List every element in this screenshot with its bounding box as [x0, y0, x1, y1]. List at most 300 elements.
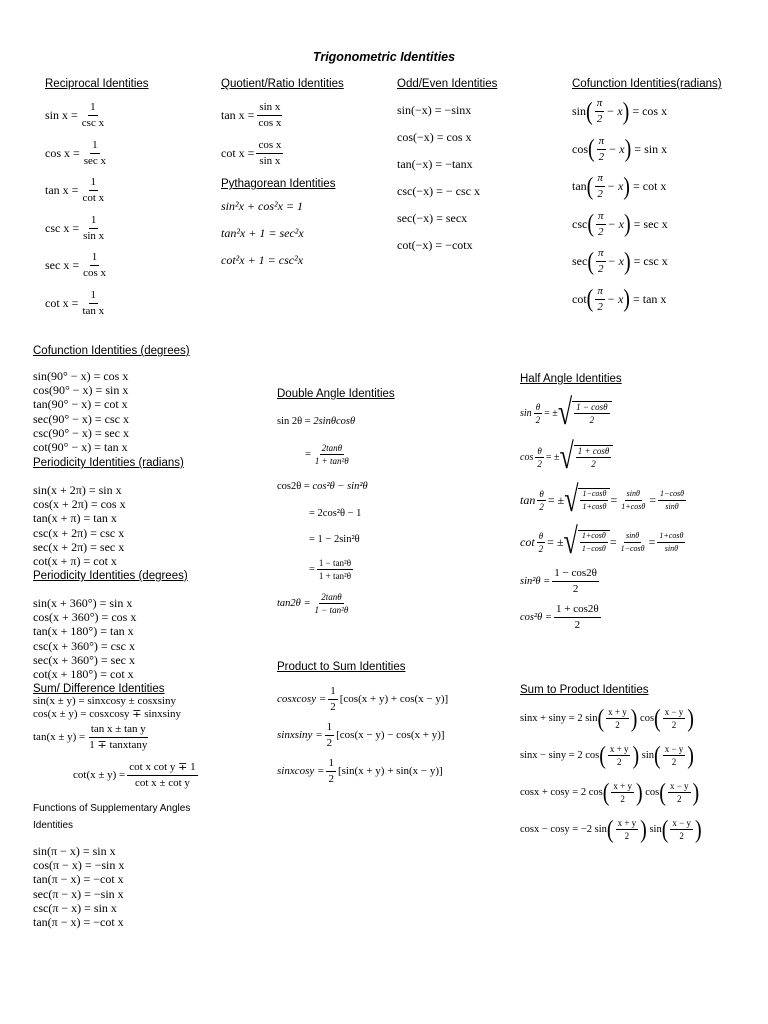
product-sum-row — [277, 753, 448, 789]
row-lhs: sinxcosy = — [277, 765, 325, 777]
row-rhs: = cot x — [632, 179, 667, 194]
quotient-heading: Quotient/Ratio Identities — [221, 78, 344, 90]
denominator: 1−cosθ — [581, 544, 606, 553]
fraction — [326, 757, 336, 786]
fraction — [596, 247, 606, 276]
radical-sign: √ — [559, 436, 574, 477]
cofunction-radians-row — [572, 243, 722, 281]
row-rhs: = cos x — [632, 104, 668, 119]
oddeven-row: cos(−x) = cos x — [397, 130, 472, 144]
reciprocal-row — [45, 285, 149, 323]
row-rhs: 2sinθcosθ — [313, 415, 356, 427]
numerator: π — [596, 247, 606, 262]
numerator: x − y — [664, 707, 684, 717]
cofunction-degrees-section — [33, 345, 190, 454]
fraction — [574, 402, 610, 425]
function-name: cos — [520, 451, 534, 463]
denominator: 2 — [535, 414, 541, 425]
row-rhs: [cos(x − y) − cos(x + y)] — [336, 729, 445, 741]
sum-difference-cos — [33, 708, 200, 721]
fraction — [552, 567, 599, 596]
cofunction-radians-row — [572, 168, 722, 206]
row-mid: sin — [641, 750, 655, 761]
periodicity-degrees-row: cot(x + 180°) = cot x — [33, 666, 134, 681]
minus-x: − x — [606, 179, 624, 194]
numerator: 1 — [89, 176, 99, 191]
function-name: cos — [572, 141, 588, 156]
double-cos-row — [277, 472, 395, 500]
numerator: 1 − cosθ — [576, 402, 608, 412]
double-cos-alt2-row: = 1 − 2sin²θ — [309, 533, 360, 545]
paren: ( — [599, 741, 606, 770]
reciprocal-heading: Reciprocal Identities — [45, 78, 149, 90]
row-lhs: sin x = — [45, 108, 78, 123]
numerator: θ — [537, 445, 542, 456]
supplementary-list — [33, 844, 223, 929]
numerator: x − y — [664, 744, 684, 754]
row-lhs: cot x = — [45, 295, 79, 310]
fraction — [81, 251, 108, 280]
denominator: 2 — [330, 700, 336, 713]
equals: = — [309, 563, 315, 575]
equals: = — [649, 492, 657, 507]
denominator: 2 — [615, 720, 620, 730]
half-sin-row — [520, 391, 688, 435]
paren: ) — [635, 778, 643, 807]
denominator: 2 — [326, 736, 333, 749]
fraction — [657, 531, 685, 554]
cofunction-degrees-list — [33, 369, 190, 454]
double-sin-row — [277, 406, 395, 436]
numerator: π — [595, 97, 605, 112]
row-lhs: tan2θ = — [277, 597, 311, 609]
fraction — [595, 97, 605, 126]
pythagorean-heading: Pythagorean Identities — [221, 178, 336, 190]
sum-difference-cot — [33, 753, 200, 797]
fraction — [82, 139, 108, 168]
denominator: 2 — [597, 188, 603, 201]
sum-product-heading: Sum to Product Identities — [520, 684, 649, 696]
numerator: π — [596, 210, 606, 225]
fraction — [616, 818, 639, 841]
denominator: 2 — [671, 757, 677, 767]
reciprocal-row — [45, 247, 149, 285]
periodicity-degrees-heading: Periodicity Identities (degrees) — [33, 570, 188, 582]
denominator: 2 — [671, 720, 677, 730]
numerator: 1 — [326, 757, 336, 772]
cos-identity: cos(x ± y) = cosxcosy ∓ sinxsiny — [33, 708, 181, 720]
periodicity-radians-row: sin(x + 2π) = sin x — [33, 483, 122, 497]
denominator: cot x — [82, 192, 105, 205]
numerator: 1 — [88, 101, 98, 116]
radical-sign: √ — [557, 392, 573, 433]
numerator: θ — [539, 488, 544, 499]
numerator: sin x — [257, 101, 282, 116]
paren: ) — [640, 815, 647, 844]
equals: = — [648, 534, 656, 549]
supplementary-section — [33, 800, 223, 929]
plus-minus: = ± — [547, 534, 564, 549]
periodicity-degrees-row: tan(x + 180°) = tan x — [33, 624, 134, 639]
equals: = — [609, 534, 617, 549]
denominator: 1+cosθ — [582, 502, 607, 511]
denominator: 2 — [679, 831, 684, 841]
fraction — [554, 603, 601, 632]
reciprocal-row — [45, 172, 149, 210]
quotient-row — [221, 135, 344, 173]
denominator: csc x — [81, 117, 105, 130]
reciprocal-row — [45, 97, 149, 135]
radical-sign: √ — [563, 521, 578, 562]
cofunction-degrees-heading: Cofunction Identities (degrees) — [33, 345, 190, 357]
sum-difference-section — [33, 683, 200, 797]
paren: ) — [623, 173, 630, 201]
minus-x: − x — [606, 291, 624, 306]
page-title: Trigonometric Identities — [312, 50, 456, 64]
supplementary-heading: Functions of Supplementary Angles Identities — [33, 803, 191, 831]
sum-product-row — [520, 700, 702, 737]
sum-difference-tan — [33, 721, 200, 753]
row-lhs: tan x = — [221, 108, 255, 123]
periodicity-radians-section — [33, 457, 184, 568]
paren: ( — [588, 135, 595, 163]
sum-product-list — [520, 700, 702, 848]
fraction — [663, 744, 686, 767]
numerator: 1−cosθ — [658, 489, 686, 501]
denominator: 2 — [596, 113, 603, 126]
quotient-section — [221, 78, 344, 280]
denominator: 1 + tan²θ — [314, 455, 349, 466]
fraction — [658, 489, 686, 512]
row-rhs: = sin x — [634, 141, 668, 156]
product-sum-section — [277, 661, 448, 789]
cofunction-radians-row — [572, 206, 722, 244]
half-cos2-row — [520, 599, 688, 635]
plus-minus: = ± — [547, 492, 565, 507]
half-cos-row — [520, 435, 688, 479]
paren: ) — [630, 704, 638, 733]
equals: = — [610, 492, 618, 507]
reciprocal-list — [45, 97, 149, 322]
numerator: x + y — [609, 744, 629, 754]
cofunction-radians-list — [572, 93, 722, 318]
denominator: 2 — [537, 458, 542, 469]
equals: = — [305, 448, 311, 460]
fraction — [596, 210, 606, 239]
numerator: cot x cot y ∓ 1 — [127, 761, 197, 776]
cofunction-radians-section — [572, 78, 722, 318]
numerator: x − y — [672, 818, 691, 828]
row-lhs: cot x = — [221, 145, 255, 160]
half-angle-section — [520, 373, 688, 635]
fraction — [537, 489, 546, 512]
paren: ) — [687, 704, 694, 733]
oddeven-row: sin(−x) = −sinx — [397, 103, 472, 117]
denominator: sin x — [259, 154, 281, 167]
numerator: 1 − tan²θ — [318, 557, 352, 568]
denominator: cos x — [258, 117, 282, 130]
supplementary-row: cos(π − x) = −sin x — [33, 858, 125, 873]
row-lhs: sin²θ = — [520, 575, 551, 587]
paren: ) — [624, 135, 632, 163]
fraction — [534, 402, 543, 425]
cofunction-radians-row — [572, 93, 722, 131]
numerator: 1 — [328, 685, 338, 700]
numerator: x + y — [613, 781, 632, 791]
paren: ( — [586, 98, 593, 126]
oddeven-row: cot(−x) = −cotx — [397, 238, 473, 252]
denominator: 2 — [598, 225, 604, 238]
fraction — [608, 744, 631, 767]
periodicity-radians-list — [33, 483, 184, 568]
denominator: 2 — [616, 757, 622, 767]
function-name: tan — [520, 492, 536, 507]
sum-product-row — [520, 737, 702, 774]
paren: ( — [597, 704, 605, 733]
oddeven-row: sec(−x) = secx — [397, 211, 468, 225]
cofunction-degrees-row: cos(90° − x) = sin x — [33, 383, 129, 398]
minus-x: − x — [606, 104, 623, 119]
periodicity-degrees-row: sec(x + 360°) = sec x — [33, 652, 135, 667]
fraction — [580, 489, 608, 512]
denominator: 2 — [538, 543, 544, 554]
fraction — [668, 781, 691, 804]
row-rhs: = sec x — [633, 216, 668, 231]
function-name: cot — [572, 291, 587, 306]
fraction — [80, 289, 106, 318]
supplementary-row: sec(π − x) = −sin x — [33, 886, 124, 901]
paren: ( — [586, 173, 594, 201]
paren: ( — [587, 248, 594, 276]
fraction — [328, 685, 338, 714]
denominator: 2 — [328, 772, 334, 785]
row-mid: sin — [649, 824, 662, 835]
fraction — [256, 101, 283, 130]
numerator: x − y — [669, 781, 689, 791]
function-name: csc — [572, 216, 588, 231]
fraction — [317, 558, 353, 581]
fraction — [313, 592, 351, 615]
sqrt — [559, 436, 613, 477]
fraction — [597, 135, 607, 164]
minus-x: − x — [608, 141, 625, 156]
plus-minus: = ± — [545, 451, 560, 463]
denominator: 1+cosθ — [621, 501, 646, 511]
paren: ( — [606, 815, 614, 844]
numerator: cos x — [256, 139, 283, 154]
periodicity-radians-row: cot(x + π) = cot x — [33, 553, 117, 568]
row-lhs: sec x = — [45, 258, 80, 273]
row-rhs: [cos(x + y) + cos(x − y)] — [339, 693, 449, 705]
sqrt — [564, 479, 610, 520]
denominator: 2 — [598, 150, 605, 163]
periodicity-radians-row: cos(x + 2π) = cos x — [33, 497, 126, 512]
paren: ) — [692, 778, 700, 807]
sin-identity: sin(x ± y) = sinxcosy ± cosxsiny — [33, 695, 176, 707]
row-lhs: cosxcosy = — [277, 693, 327, 705]
function-name: tan — [572, 179, 587, 194]
half-angle-heading: Half Angle Identities — [520, 373, 622, 385]
denominator: 1 − tan²θ — [314, 604, 349, 615]
oddeven-heading: Odd/Even Identities — [397, 78, 498, 90]
row-lhs: sinx + siny = 2 sin — [520, 713, 598, 724]
row-lhs: csc x = — [45, 220, 80, 235]
double-cos-alt1-row: = 2cos²θ − 1 — [309, 507, 362, 519]
denominator: 2 — [676, 794, 682, 804]
row-lhs: sin 2θ = — [277, 415, 311, 427]
row-rhs: cos²θ − sin²θ — [312, 480, 368, 492]
radicand — [578, 530, 610, 554]
numerator: 1 — [90, 251, 100, 266]
denominator: cot x ± cot y — [134, 776, 190, 789]
numerator: π — [595, 285, 605, 300]
reciprocal-row — [45, 210, 149, 248]
denominator: 1 ∓ tanxtany — [89, 738, 148, 751]
sum-difference-sin — [33, 695, 200, 708]
oddeven-row: csc(−x) = − csc x — [397, 184, 480, 198]
paren: ) — [694, 815, 702, 844]
numerator: 1 — [90, 139, 100, 154]
periodicity-degrees-row: cos(x + 360°) = cos x — [33, 610, 137, 625]
sum-product-row — [520, 811, 702, 848]
denominator: sin x — [83, 229, 105, 242]
double-angle-heading: Double Angle Identities — [277, 388, 395, 400]
cofunction-degrees-row: cot(90° − x) = tan x — [33, 439, 128, 454]
cofunction-degrees-row: sec(90° − x) = csc x — [33, 411, 129, 426]
row-rhs: = csc x — [633, 254, 668, 269]
periodicity-degrees-list — [33, 596, 188, 681]
cofunction-degrees-row: tan(90° − x) = cot x — [33, 397, 128, 412]
denominator: 2 — [620, 794, 625, 804]
tan-lhs: tan(x ± y) = — [33, 731, 86, 743]
numerator: θ — [535, 401, 541, 412]
fraction — [87, 723, 149, 752]
sum-difference-heading: Sum/ Difference Identities — [33, 683, 165, 695]
numerator: 1−cosθ — [580, 489, 608, 501]
fraction — [127, 761, 197, 790]
reciprocal-section — [45, 78, 149, 322]
numerator: sinθ — [625, 489, 642, 501]
numerator: 1 — [89, 214, 99, 229]
fraction — [256, 139, 283, 168]
half-sin2-row — [520, 563, 688, 599]
pythagorean-row: tan²x + 1 = sec²x — [221, 226, 304, 240]
fraction — [580, 531, 608, 554]
paren: ( — [586, 285, 594, 313]
oddeven-section — [397, 78, 497, 265]
sum-product-row — [520, 774, 702, 811]
numerator: π — [595, 172, 605, 187]
sqrt — [563, 521, 610, 562]
pythagorean-list — [221, 199, 344, 280]
denominator: sec x — [83, 154, 107, 167]
supplementary-row: tan(π − x) = −cot x — [33, 914, 124, 929]
fraction — [595, 172, 605, 201]
fraction — [619, 531, 647, 554]
paren: ) — [632, 741, 640, 770]
numerator: 1 + cosθ — [577, 446, 610, 456]
fraction — [663, 707, 686, 730]
denominator: cos x — [83, 267, 107, 280]
fraction — [313, 443, 351, 466]
denominator: 2 — [624, 831, 630, 841]
numerator: θ — [538, 530, 544, 541]
row-lhs: cos x = — [45, 145, 80, 160]
denominator: 2 — [574, 618, 581, 631]
paren: ) — [622, 98, 630, 126]
paren: ( — [661, 815, 669, 844]
function-name: sin — [572, 104, 587, 119]
denominator: 1 + tan²θ — [318, 570, 352, 581]
row-lhs: cosx + cosy = 2 cos — [520, 787, 603, 798]
sqrt — [557, 392, 612, 433]
denominator: 2 — [589, 415, 595, 425]
fraction — [80, 101, 106, 130]
row-lhs: cos²θ = — [520, 611, 553, 623]
minus-x: − x — [607, 216, 624, 231]
supplementary-row: sin(π − x) = sin x — [33, 844, 116, 858]
paren: ) — [623, 248, 631, 276]
paren: ( — [659, 778, 666, 807]
sum-product-section — [520, 684, 702, 848]
denominator: sinθ — [664, 543, 678, 553]
row-lhs: cos2θ = — [277, 480, 310, 492]
cofunction-degrees-row: sin(90° − x) = cos x — [33, 369, 129, 383]
paren: ) — [623, 210, 631, 238]
periodicity-degrees-section — [33, 570, 188, 681]
fraction — [670, 818, 693, 841]
periodicity-radians-heading: Periodicity Identities (radians) — [33, 457, 184, 469]
periodicity-radians-row: tan(x + π) = tan x — [33, 511, 117, 526]
quotient-row — [221, 97, 344, 135]
numerator: 1 — [325, 721, 335, 736]
paren: ( — [587, 210, 594, 238]
periodicity-radians-row: sec(x + 2π) = sec x — [33, 539, 125, 554]
double-tan-row — [277, 586, 395, 620]
numerator: tan x ± tan y — [89, 723, 148, 738]
supplementary-row: tan(π − x) = −cot x — [33, 872, 124, 887]
reciprocal-row — [45, 135, 149, 173]
numerator: 2tanθ — [321, 591, 342, 602]
product-sum-row — [277, 681, 448, 717]
radicand — [578, 488, 610, 512]
denominator: 1−cosθ — [620, 543, 645, 553]
pythagorean-row: sin²x + cos²x = 1 — [221, 199, 304, 213]
numerator: 1 + cos2θ — [554, 603, 601, 618]
function-name: sin — [520, 407, 532, 419]
row-mid: cos — [640, 713, 655, 724]
double-cos-alt3-row — [277, 552, 395, 586]
numerator: 2tanθ — [321, 442, 342, 453]
periodicity-radians-row: csc(x + 2π) = csc x — [33, 525, 125, 540]
numerator: x + y — [617, 818, 637, 828]
radicand — [574, 445, 614, 469]
fraction — [611, 781, 634, 804]
product-sum-list — [277, 681, 448, 789]
fraction — [325, 721, 335, 750]
supplementary-row: csc(π − x) = sin x — [33, 900, 117, 915]
paren: ) — [687, 741, 694, 770]
plus-minus: = ± — [544, 407, 558, 419]
numerator: x + y — [608, 707, 627, 717]
row-lhs: sinx − siny = 2 cos — [520, 750, 600, 761]
product-sum-heading: Product to Sum Identities — [277, 661, 406, 673]
row-lhs: tan x = — [45, 183, 79, 198]
fraction — [535, 446, 544, 469]
denominator: 2 — [539, 501, 544, 512]
cofunction-radians-row — [572, 131, 722, 169]
oddeven-list — [397, 103, 497, 265]
